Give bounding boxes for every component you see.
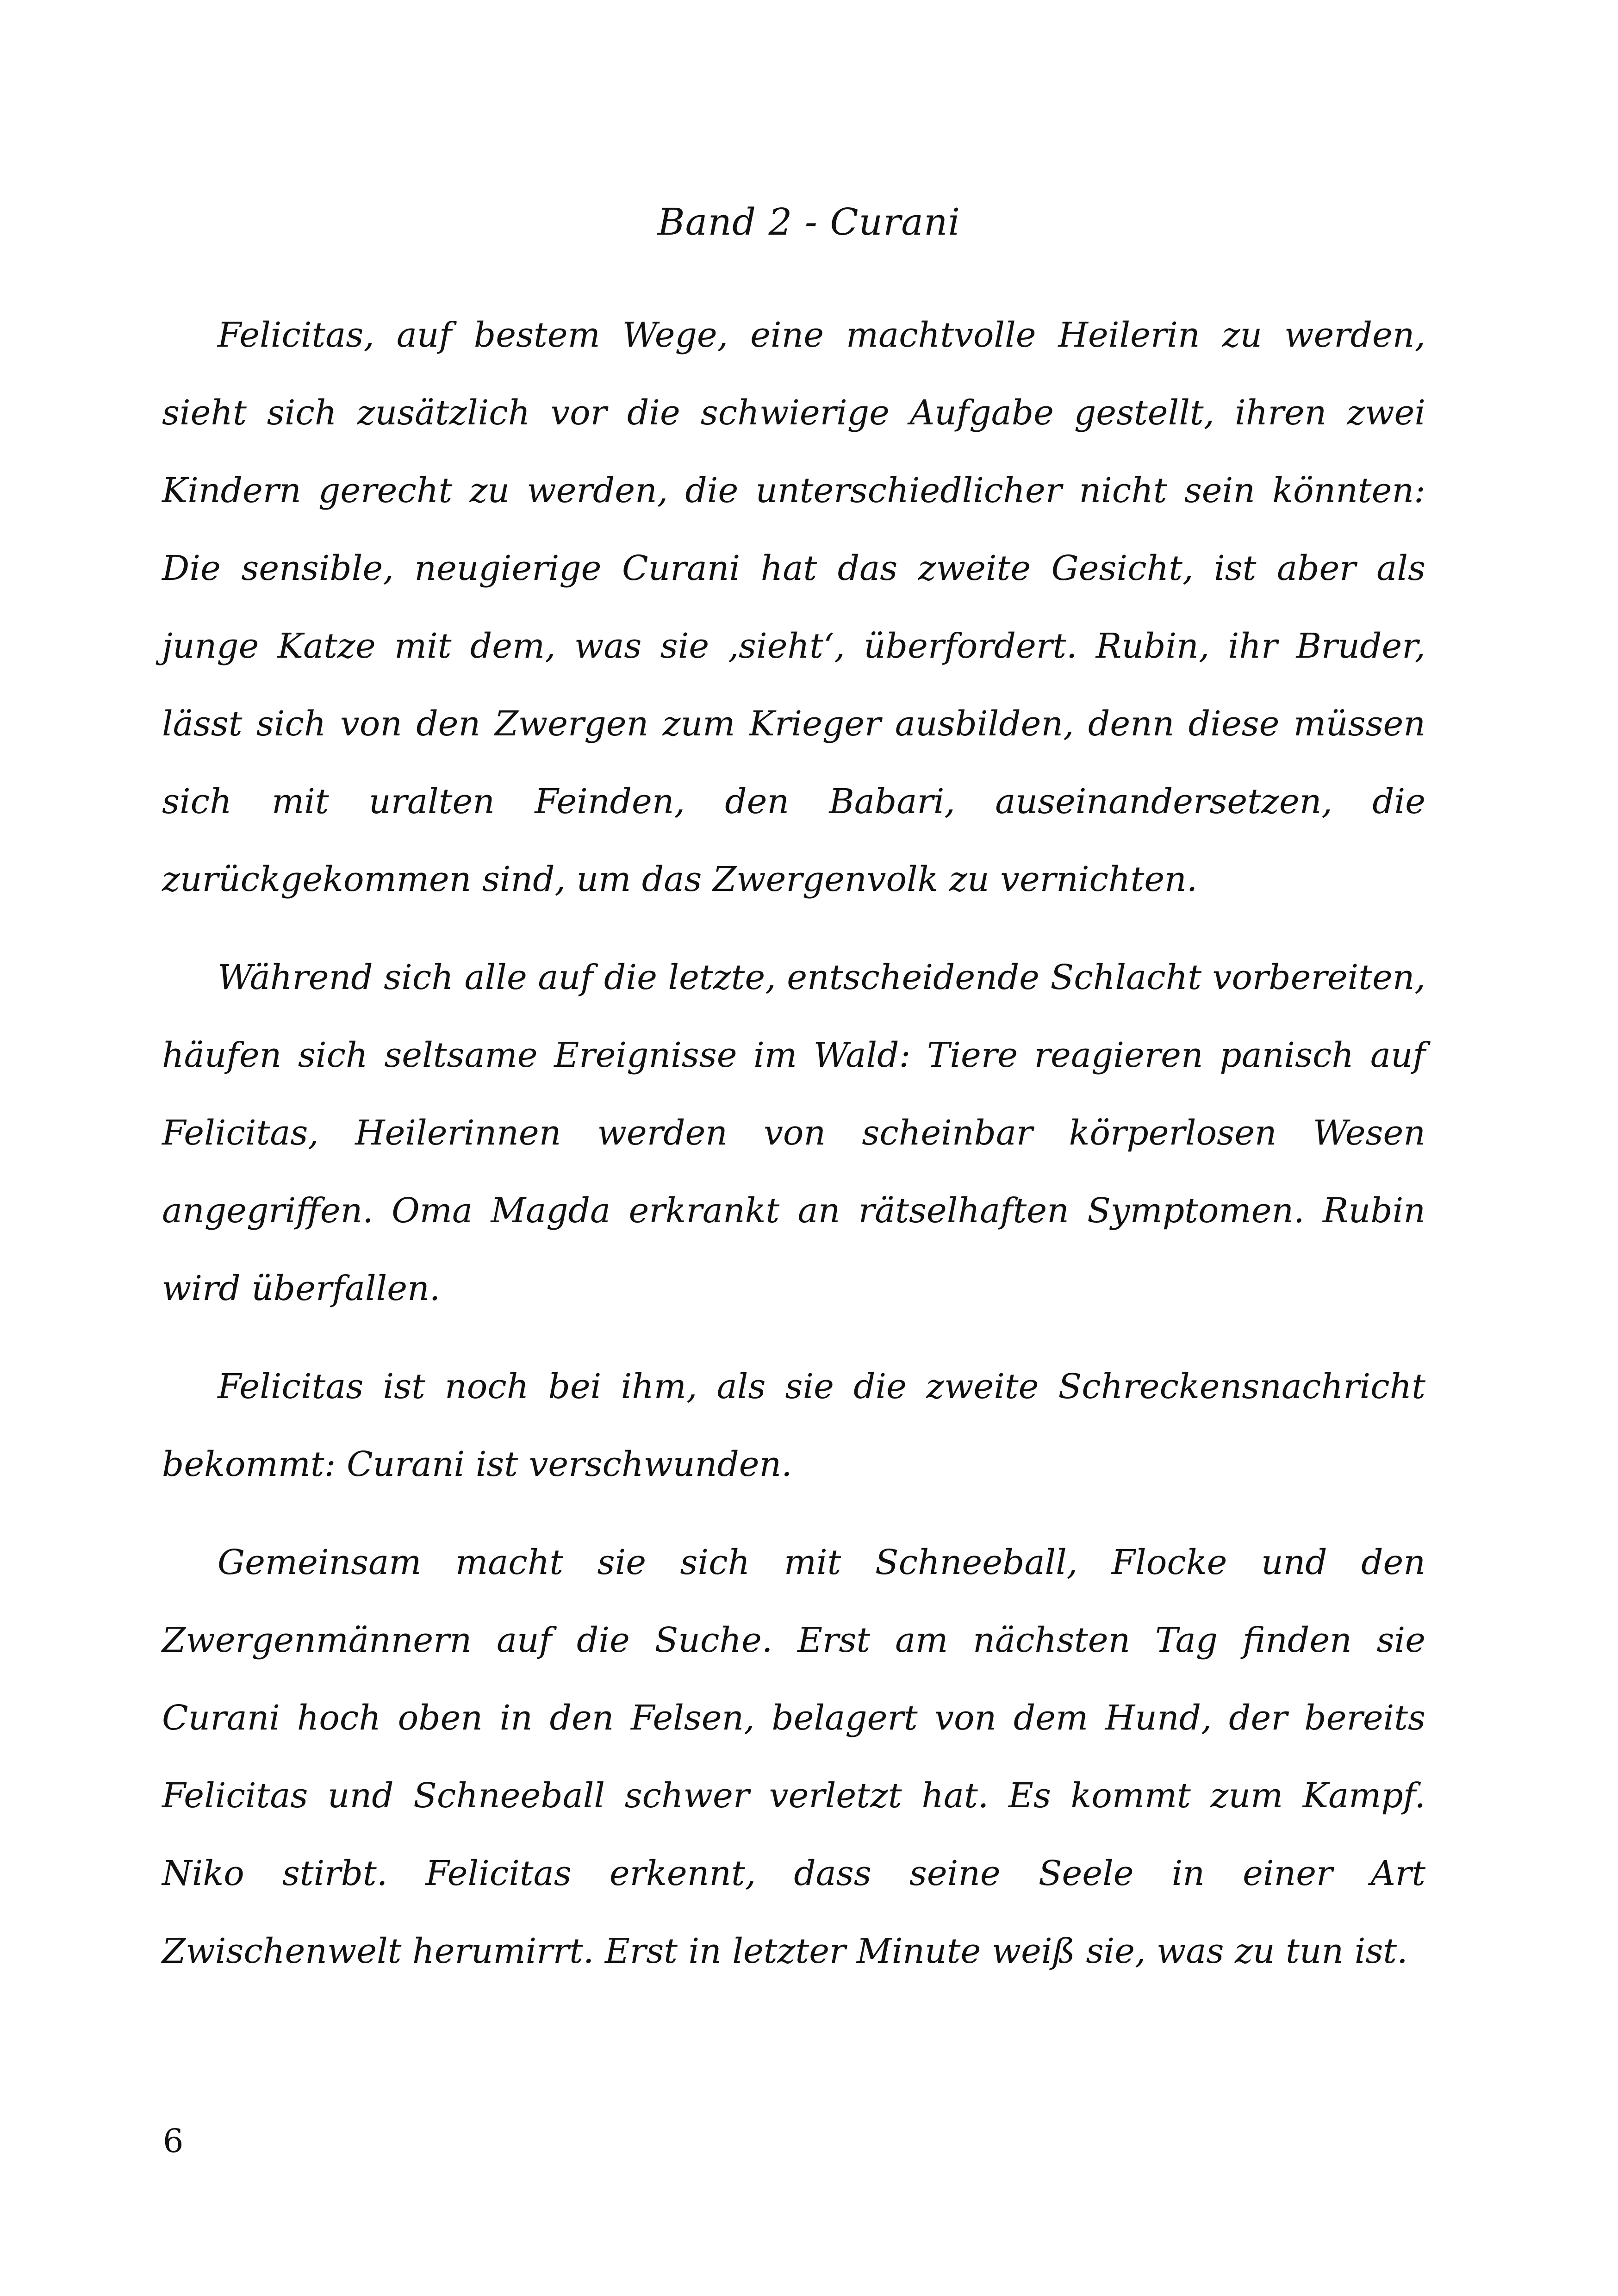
paragraph: Felicitas ist noch bei ihm, als sie die zweite Schreckensnachricht bekommt: Curani ist verschwunden. [162,1367,1425,1484]
body-text [162,296,1425,1990]
paragraph: Während sich alle auf die letzte, entscheidende Schlacht vorbereiten, häufen sich seltsame Ereignisse im Wald: Tiere reagieren panisch auf Felicitas, Heilerinnen werden von scheinbar körperlosen Wesen angegriffen. Oma Magda erkrankt an rätselhaften Symptomen. Rubin wird überfallen. [162,958,1425,1308]
page-number: 6 [163,2122,184,2160]
page-title: Band 2 - Curani [657,200,961,243]
paragraph: Felicitas, auf bestem Wege, eine machtvolle Heilerin zu werden, sieht sich zusätzlich vor die schwierige Aufgabe gestellt, ihren zwei Kindern gerecht zu werden, die unterschiedlicher nicht sein könnten: Die sensible, neugierige Curani hat das zweite Gesicht, ist aber als junge Katze mit dem, was sie ‚sieht‘, überfordert. Rubin, ihr Bruder, lässt sich von den Zwergen zum Krieger ausbilden, denn diese müssen sich mit uralten Feinden, den Babari, auseinandersetzen, die zurückgekommen sind, um das Zwergenvolk zu vernichten. [162,315,1425,899]
paragraph: Gemeinsam macht sie sich mit Schneeball, Flocke und den Zwergenmännern auf die Suche. Erst am nächsten Tag finden sie Curani hoch oben in den Felsen, belagert von dem Hund, der bereits Felicitas und Schneeball schwer verletzt hat. Es kommt zum Kampf. Niko stirbt. Felicitas erkennt, dass seine Seele in einer Art Zwischenwelt herumirrt. Erst in letzter Minute weiß sie, was zu tun ist. [162,1543,1425,1971]
